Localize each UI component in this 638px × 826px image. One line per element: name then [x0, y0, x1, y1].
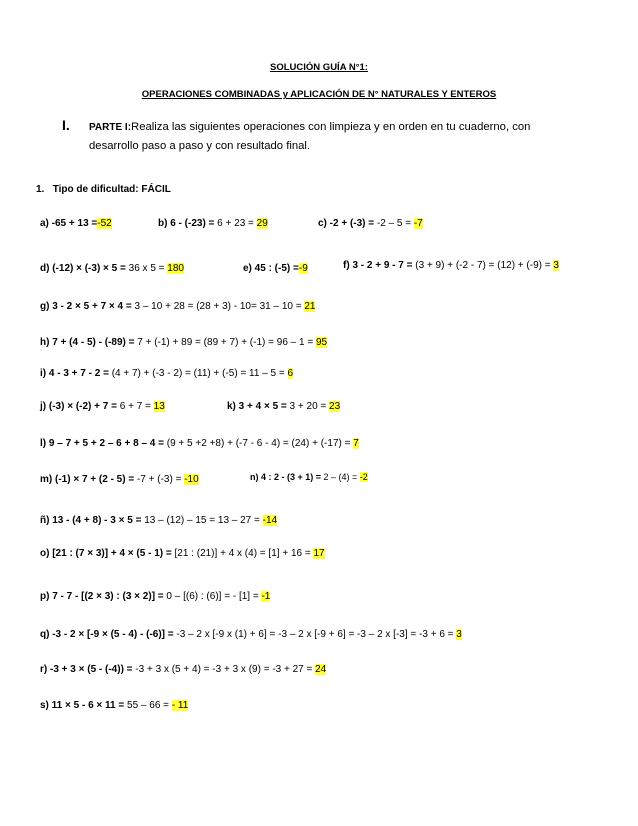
- exercise-r: [40, 664, 326, 675]
- exercise-g-work: 3 – 10 + 28 = (28 + 3) - 10= 31 – 10 =: [131, 301, 305, 312]
- exercise-b-work: 6 + 23 =: [214, 218, 257, 229]
- exercise-b: [158, 218, 268, 229]
- part-label: PARTE I:: [89, 122, 132, 133]
- exercise-k-result: 23: [329, 401, 341, 412]
- exercise-g: [40, 301, 315, 312]
- exercise-p-expression: p) 7 - 7 - [(2 × 3) : (3 × 2)] =: [40, 591, 164, 602]
- exercise-b-result: 29: [256, 218, 268, 229]
- exercise-s: [40, 700, 188, 711]
- exercise-d-expression: d) (-12) × (-3) × 5 =: [40, 263, 126, 274]
- exercise-j-result: 13: [153, 401, 165, 412]
- exercise-d-result: 180: [167, 263, 184, 274]
- exercise-d-work: 36 x 5 =: [125, 263, 168, 274]
- exercise-a-expression: a) -65 + 13 =: [40, 218, 98, 229]
- exercise-i-result: 6: [287, 368, 294, 379]
- exercise-n-result: -2: [359, 472, 368, 482]
- exercise-e-expression: e) 45 : (-5) =: [243, 263, 299, 274]
- exercise-n: [250, 472, 368, 482]
- exercise-nn: [40, 515, 277, 526]
- part-instructions: [89, 118, 539, 155]
- exercise-g-result: 21: [304, 301, 316, 312]
- exercise-p-work: 0 – [(6) : (6)] = - [1] =: [163, 591, 262, 602]
- exercise-h-result: 95: [315, 337, 328, 348]
- exercise-l-work: (9 + 5 +2 +8) + (-7 - 6 - 4) = (24) + (-17) =: [163, 438, 354, 449]
- section-title: Tipo de dificultad: FÁCIL: [52, 184, 171, 195]
- exercise-i: [40, 368, 293, 379]
- exercise-r-result: 24: [315, 664, 327, 675]
- exercise-f-work: (3 + 9) + (-2 - 7) = (12) + (-9) =: [412, 260, 554, 271]
- exercise-nn-work: 13 – (12) – 15 = 13 – 27 =: [141, 515, 263, 526]
- exercise-k-work: 3 + 20 =: [286, 401, 330, 412]
- exercise-p-result: -1: [261, 591, 271, 602]
- exercise-n-expression: n) 4 : 2 - (3 + 1) =: [250, 472, 322, 482]
- exercise-i-work: (4 + 7) + (-3 - 2) = (11) + (-5) = 11 – 5 =: [108, 368, 288, 379]
- exercise-r-work: -3 + 3 x (5 + 4) = -3 + 3 x (9) = -3 + 27 =: [132, 664, 316, 675]
- exercise-o: [40, 548, 325, 559]
- exercise-l-result: 7: [353, 438, 359, 449]
- exercise-nn-expression: ñ) 13 - (4 + 8) - 3 × 5 =: [40, 515, 142, 526]
- exercise-a-result: -52: [97, 218, 112, 229]
- exercise-c-expression: c) -2 + (-3) =: [318, 218, 375, 229]
- exercise-nn-result: -14: [262, 515, 278, 526]
- exercise-q: [40, 629, 462, 640]
- exercise-c: [318, 218, 423, 229]
- exercise-k-expression: k) 3 + 4 × 5 =: [227, 401, 287, 412]
- exercise-m-work: -7 + (-3) =: [134, 474, 185, 485]
- exercise-o-expression: o) [21 : (7 × 3)] + 4 × (5 - 1) =: [40, 548, 172, 559]
- exercise-m-result: -10: [184, 474, 199, 485]
- exercise-l-expression: l) 9 – 7 + 5 + 2 – 6 + 8 – 4 =: [40, 438, 164, 449]
- exercise-f-result: 3: [553, 260, 559, 271]
- exercise-k: [227, 401, 340, 412]
- section-number: 1.: [36, 184, 45, 195]
- exercise-h-expression: h) 7 + (4 - 5) - (-89) =: [40, 337, 135, 348]
- exercise-m-expression: m) (-1) × 7 + (2 - 5) =: [40, 474, 135, 485]
- exercise-l: [40, 438, 359, 449]
- exercise-n-work: 2 – (4) =: [321, 472, 360, 482]
- exercise-m: [40, 474, 199, 485]
- exercise-q-expression: q) -3 - 2 × [-9 × (5 - 4) - (-6)] =: [40, 629, 174, 640]
- page-subtitle: OPERACIONES COMBINADAS y APLICACIÓN DE N° NATURALES Y ENTEROS: [141, 89, 497, 100]
- exercise-q-work: -3 – 2 x [-9 x (1) + 6] = -3 – 2 x [-9 + 6] = -3 – 2 x [-3] = -3 + 6 =: [173, 629, 457, 640]
- exercise-j: [40, 401, 165, 412]
- exercise-b-expression: b) 6 - (-23) =: [158, 218, 215, 229]
- exercise-s-work: 55 – 66 =: [124, 700, 172, 711]
- exercise-h: [40, 337, 327, 348]
- exercise-j-work: 6 + 7 =: [116, 401, 154, 412]
- exercise-s-result: - 11: [171, 700, 189, 711]
- section-heading: [36, 184, 171, 195]
- exercise-j-expression: j) (-3) × (-2) + 7 =: [40, 401, 117, 412]
- exercise-h-work: 7 + (-1) + 89 = (89 + 7) + (-1) = 96 – 1 =: [134, 337, 316, 348]
- exercise-q-result: 3: [456, 629, 462, 640]
- part-text: Realiza las siguientes operaciones con limpieza y en orden en tu cuaderno, con desarrollo paso a paso y con resultado final.: [89, 121, 531, 152]
- exercise-g-expression: g) 3 - 2 × 5 + 7 × 4 =: [40, 301, 132, 312]
- exercise-p: [40, 591, 270, 602]
- exercise-e-result: -9: [298, 263, 308, 274]
- exercise-c-work: -2 – 5 =: [374, 218, 414, 229]
- exercise-a: [40, 218, 112, 229]
- page-title: SOLUCIÓN GUÍA N°1:: [270, 62, 368, 73]
- exercise-d: [40, 263, 184, 274]
- exercise-f-expression: f) 3 - 2 + 9 - 7 =: [343, 260, 413, 271]
- exercise-o-work: [21 : (21)] + 4 x (4) = [1] + 16 =: [171, 548, 314, 559]
- exercise-s-expression: s) 11 × 5 - 6 × 11 =: [40, 700, 125, 711]
- exercise-e: [243, 263, 308, 274]
- exercise-c-result: -7: [413, 218, 423, 229]
- exercise-o-result: 17: [313, 548, 325, 559]
- exercise-i-expression: i) 4 - 3 + 7 - 2 =: [40, 368, 109, 379]
- exercise-r-expression: r) -3 + 3 × (5 - (-4)) =: [40, 664, 133, 675]
- exercise-f: [343, 260, 559, 271]
- part-numeral: I.: [62, 117, 70, 133]
